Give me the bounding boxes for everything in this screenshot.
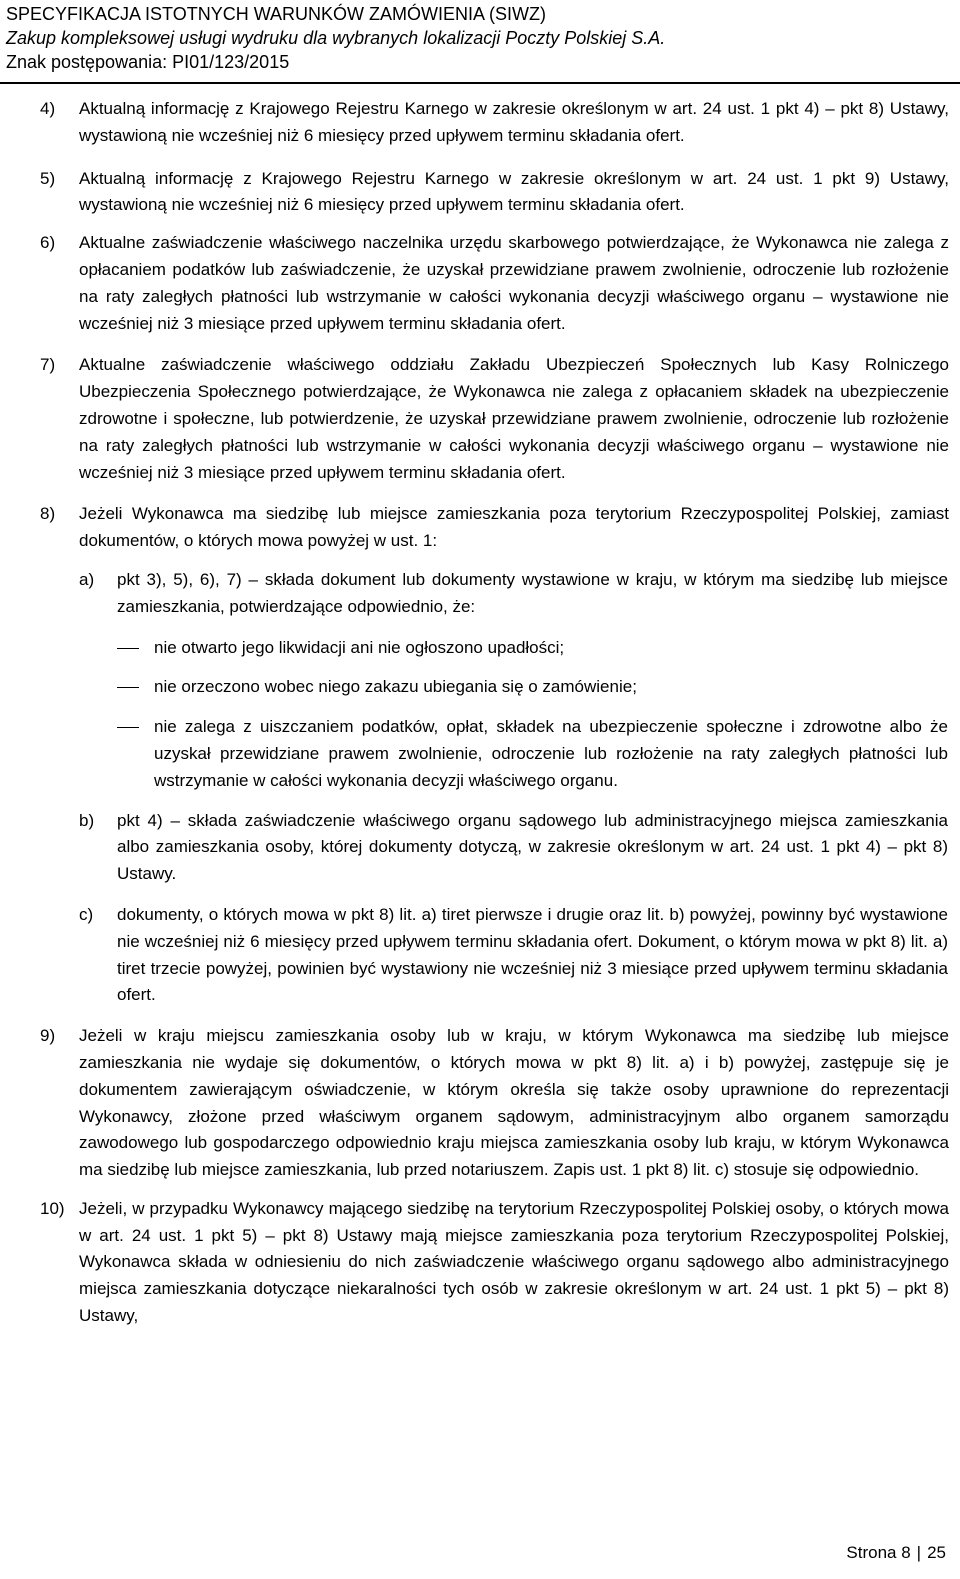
dash-item xyxy=(0,714,960,794)
sub-item-text: dokumenty, o których mowa w pkt 8) lit. a) tiret pierwsze i drugie oraz lit. b) powyżej, powinny być wystawione nie wcześniej niż 6 miesięcy przed upływem terminu składania ofert. Dokument, o którym mowa w pkt 8) lit. a) tiret trzecie powyżej, powinien być wystawiony nie wcześniej niż 3 miesiące przed upływem terminu składania ofert. xyxy=(117,904,948,1005)
sub-item-letter: b) xyxy=(79,810,95,830)
list-item-number: 5) xyxy=(40,168,56,188)
list-item-4 xyxy=(0,96,960,150)
list-item-5 xyxy=(0,166,960,220)
page-number-separator: | xyxy=(916,1543,922,1562)
list-item-9 xyxy=(0,1023,960,1184)
header-reference: Znak postępowania: PI01/123/2015 xyxy=(6,52,290,72)
dash-item-text: nie otwarto jego likwidacji ani nie ogłoszono upadłości; xyxy=(154,637,565,657)
sub-item-letter: c) xyxy=(79,904,94,924)
sub-item-text: pkt 4) – składa zaświadczenie właściwego organu sądowego lub administracyjnego miejsca zamieszkania albo zamieszkania osoby, której dokumenty dotyczą, w zakresie określonym w art. 24 ust. 1 pkt 4) – pkt 8) Ustawy. xyxy=(117,810,948,884)
dash-bullet-icon xyxy=(117,687,139,688)
list-item-number: 9) xyxy=(40,1026,56,1046)
page-total: 25 xyxy=(927,1543,946,1562)
dash-bullet-icon xyxy=(117,648,139,649)
header-title: SPECYFIKACJA ISTOTNYCH WARUNKÓW ZAMÓWIENIA (SIWZ) xyxy=(6,4,547,24)
page-header xyxy=(6,2,956,74)
dash-bullet-icon xyxy=(117,727,139,728)
list-item-8 xyxy=(0,501,960,555)
list-item-number: 8) xyxy=(40,504,56,524)
sub-item-b xyxy=(0,808,960,888)
list-item-text: Jeżeli Wykonawca ma siedzibę lub miejsce zamieszkania poza terytorium Rzeczypospolitej Polskiej, zamiast dokumentów, o których mowa powyżej w ust. 1: xyxy=(79,504,949,551)
sub-item-text: pkt 3), 5), 6), 7) – składa dokument lub dokumenty wystawione w kraju, w którym ma siedzibę lub miejsce zamieszkania, potwierdzające odpowiednio, że: xyxy=(117,569,948,616)
list-item-text: Aktualną informację z Krajowego Rejestru Karnego w zakresie określonym w art. 24 ust. 1 pkt 4) – pkt 8) Ustawy, wystawioną nie wcześniej niż 6 miesięcy przed upływem terminu składania ofert. xyxy=(79,99,949,145)
list-item-text: Aktualne zaświadczenie właściwego oddziału Zakładu Ubezpieczeń Społecznych lub Kasy Rolniczego Ubezpieczenia Społecznego potwierdzające, że Wykonawca nie zalega z opłacaniem składek na ubezpieczenie zdrowotne i społeczne, lub potwierdzenie, że uzyskał przewidziane prawem zwolnienie, odroczenie lub rozłożenie na raty zaległych płatności lub wstrzymanie w całości wykonania decyzji właściwego organu – wystawione nie wcześniej niż 3 miesiące przed upływem terminu składania ofert. xyxy=(79,355,949,482)
list-item-text: Aktualną informację z Krajowego Rejestru Karnego w zakresie określonym w art. 24 ust. 1 pkt 9) Ustawy, wystawioną nie wcześniej niż 6 miesięcy przed upływem terminu składania ofert. xyxy=(79,168,949,215)
list-item-number: 4) xyxy=(40,99,56,118)
header-divider xyxy=(0,82,960,84)
list-item-10 xyxy=(0,1196,960,1330)
sub-item-a xyxy=(0,567,960,621)
list-item-number: 7) xyxy=(40,355,56,375)
sub-item-c xyxy=(0,902,960,1009)
list-item-6 xyxy=(0,230,960,337)
dash-item-text: nie zalega z uiszczaniem podatków, opłat, składek na ubezpieczenie społeczne i zdrowotne albo że uzyskał przewidziane prawem zwolnienie, odroczenie lub rozłożenie na raty zaległych płatności lub wstrzymanie w całości wykonania decyzji właściwego organu. xyxy=(154,717,948,790)
dash-item xyxy=(0,635,960,662)
list-item-number: 10) xyxy=(40,1198,65,1218)
dash-item-text: nie orzeczono wobec niego zakazu ubiegania się o zamówienie; xyxy=(154,677,637,697)
list-item-text: Aktualne zaświadczenie właściwego naczelnika urzędu skarbowego potwierdzające, że Wykonawca nie zalega z opłacaniem podatków lub zaświadczenie, że uzyskał przewidziane prawem zwolnienie, odroczenie lub rozłożenie na raty zaległych płatności lub wstrzymanie w całości wykonania decyzji właściwego organu – wystawione nie wcześniej niż 3 miesiące przed upływem terminu składania ofert. xyxy=(79,233,949,333)
sub-item-letter: a) xyxy=(79,569,95,589)
list-item-text: Jeżeli, w przypadku Wykonawcy mającego siedzibę na terytorium Rzeczypospolitej Polskiej osoby, o których mowa w art. 24 ust. 1 pkt 5) – pkt 8) Ustawy mają miejsce zamieszkania poza terytorium Rzeczypospolitej Polskiej, Wykonawca składa w odniesieniu do nich zaświadczenie właściwego organu sądowego albo administracyjnego miejsca zamieszkania dotyczące niekaralności tych osób w zakresie określonym w art. 24 ust. 1 pkt 5) – pkt 8) Ustawy, xyxy=(79,1198,949,1326)
list-item-text: Jeżeli w kraju miejscu zamieszkania osoby lub w kraju, w którym Wykonawca ma siedzibę lub miejsce zamieszkania nie wydaje się dokumentów, o których mowa w pkt 8) lit. a) i b) powyżej, zastępuje się je dokumentem zawierającym oświadczenie, w którym określa się także osoby uprawnione do reprezentacji Wykonawcy, złożone przed właściwym organem sądowym, administracyjnym albo organem samorządu zawodowego lub gospodarczego odpowiednio kraju miejsca zamieszkania osoby lub kraju, w którym Wykonawca ma siedzibę lub miejsce zamieszkania, lub przed notariuszem. Zapis ust. 1 pkt 8) lit. c) stosuje się odpowiednio. xyxy=(79,1026,949,1180)
list-item-number: 6) xyxy=(40,233,56,253)
dash-item xyxy=(0,674,960,701)
header-subject: Zakup kompleksowej usługi wydruku dla wybranych lokalizacji Poczty Polskiej S.A. xyxy=(6,28,666,48)
document-body xyxy=(0,96,960,1330)
page-number-label: Strona 8 xyxy=(846,1543,911,1562)
list-item-7 xyxy=(0,352,960,486)
page-footer xyxy=(846,1541,946,1565)
